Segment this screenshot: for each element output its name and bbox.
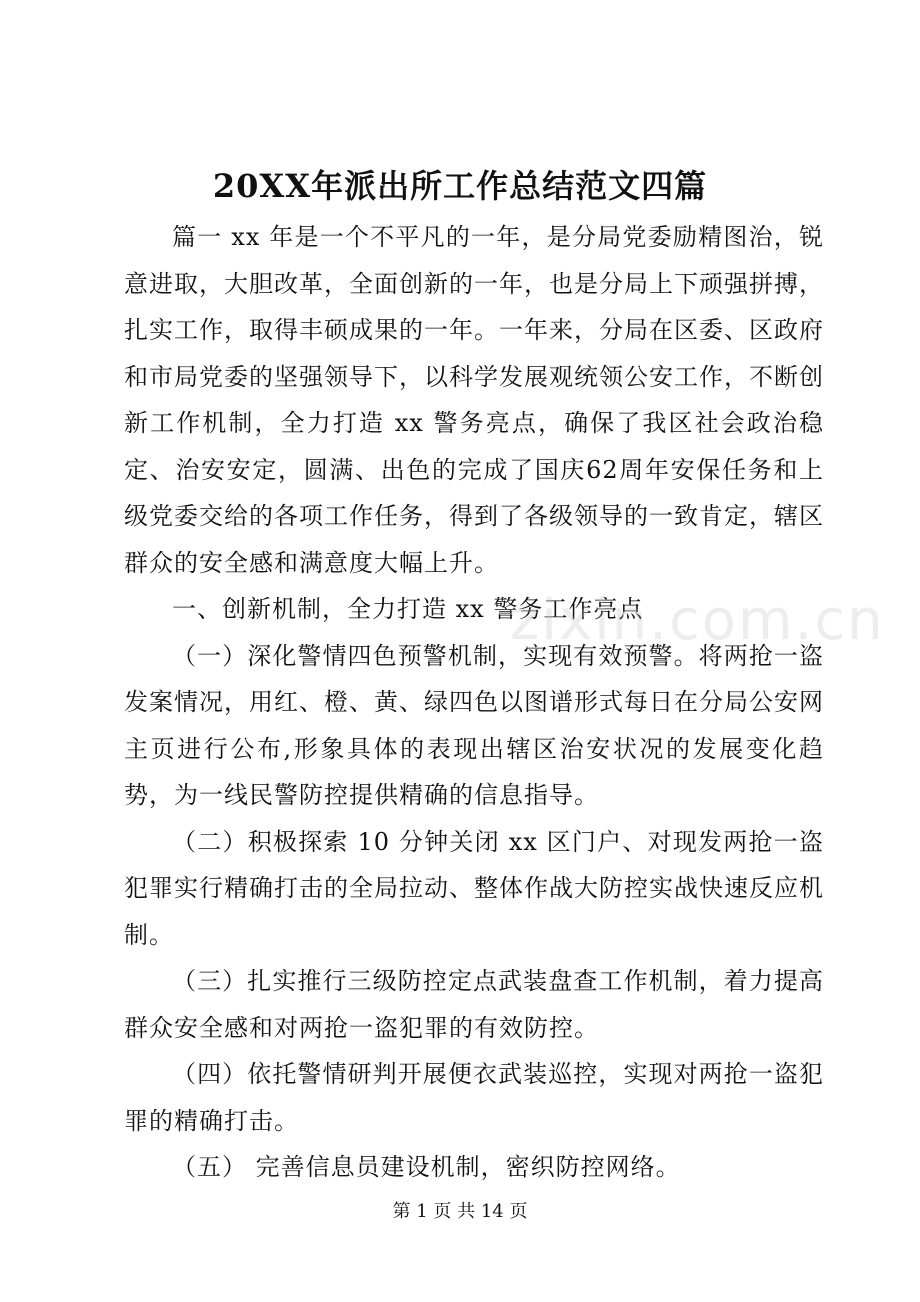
page-footer: 第 1 页 共 14 页	[392, 1201, 528, 1222]
paragraph-intro: 篇一 xx 年是一个不平凡的一年，是分局党委励精图治，锐意进取，大胆改革，全面创新的一年，也是分局上下顽强拼搏，扎实工作，取得丰硕成果的一年。一年来，分局在区委、区政府和市局党委的坚强领导下，以科学发展观统领公安工作，不断创新工作机制，全力打造 xx 警务亮点，确保了我区社会政治稳定、治安安定，圆满、出色的完成了国庆62周年安保任务和上级党委交给的各项工作任务，得到了各级领导的一致肯定，辖区群众的安全感和满意度大幅上升。	[124, 223, 824, 577]
paragraph-item-5: （五） 完善信息员建设机制，密织防控网络。	[172, 1153, 681, 1181]
paragraph-item-3: （三）扎实推行三级防控定点武装盘查工作机制，着力提高群众安全感和对两抢一盗犯罪的有效防控。	[124, 967, 824, 1042]
paragraph-item-2: （二）积极探索 10 分钟关闭 xx 区门户、对现发两抢一盗犯罪实行精确打击的全局拉动、整体作战大防控实战快速反应机制。	[124, 827, 824, 949]
section-heading-1: 一、创新机制，全力打造 xx 警务工作亮点	[172, 595, 644, 623]
document-title: 20XX年派出所工作总结范文四篇	[212, 167, 708, 205]
watermark: zixin.com.cn	[510, 588, 885, 653]
document-body	[124, 214, 824, 1191]
paragraph-item-4: （四）依托警情研判开展便衣武装巡控，实现对两抢一盗犯罪的精确打击。	[124, 1060, 824, 1135]
paragraph-item-1: （一）深化警情四色预警机制，实现有效预警。将两抢一盗发案情况，用红、橙、黄、绿四色以图谱形式每日在分局公安网主页进行公布,形象具体的表现出辖区治安状况的发展变化趋势，为一线民警防控提供精确的信息指导。	[124, 641, 824, 809]
